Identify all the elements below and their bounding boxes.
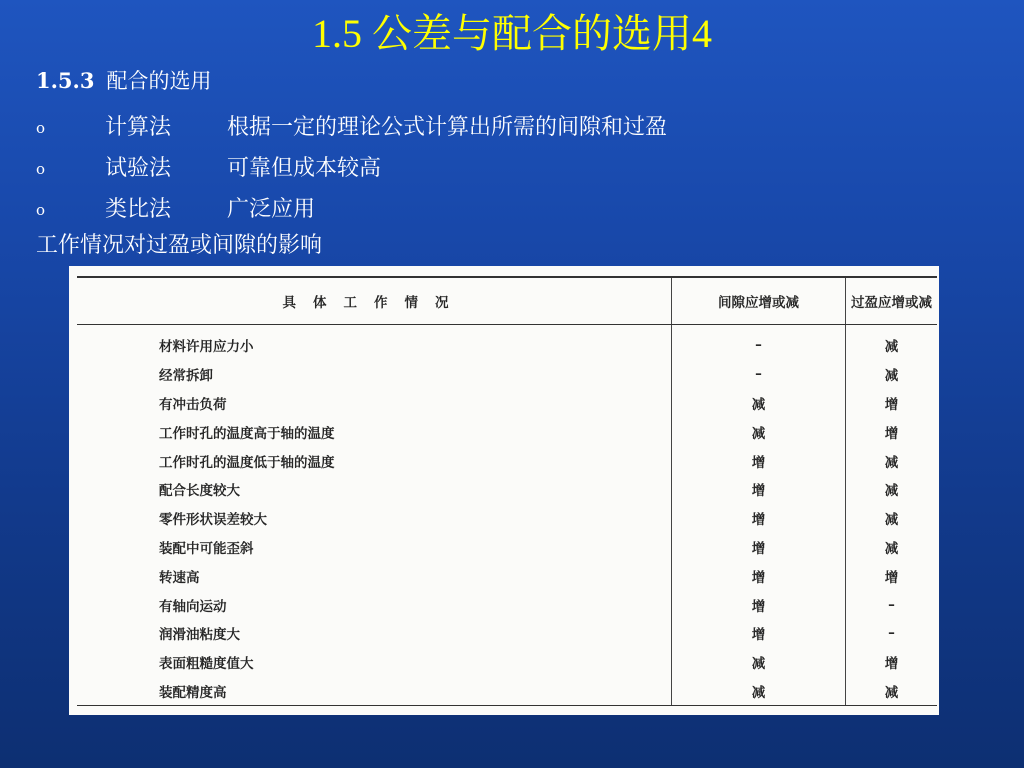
table-row — [77, 590, 937, 619]
bullet-marker: o — [36, 118, 46, 137]
table-row — [77, 561, 937, 590]
column-header-clearance: 间隙应增或减 — [672, 277, 846, 325]
table-row — [77, 325, 937, 360]
condition-cell: 装配中可能歪斜 — [159, 540, 254, 557]
interference-cell: 减 — [846, 325, 938, 360]
clearance-cell: – — [672, 325, 846, 360]
condition-cell: 工作时孔的温度高于轴的温度 — [159, 425, 335, 442]
condition-cell: 工作时孔的温度低于轴的温度 — [159, 454, 335, 471]
clearance-cell: 增 — [672, 561, 846, 590]
method-description: 广泛应用 — [227, 196, 316, 222]
condition-cell: 润滑油粘度大 — [159, 627, 240, 644]
column-header-interference: 过盈应增或减 — [846, 277, 938, 325]
interference-cell: 增 — [846, 389, 938, 418]
interference-cell: 增 — [846, 648, 938, 677]
table-row — [77, 389, 937, 418]
interference-cell: 减 — [846, 360, 938, 389]
condition-cell: 材料许用应力小 — [159, 339, 254, 356]
condition-cell: 有冲击负荷 — [159, 396, 227, 413]
fit-selection-table-image — [69, 266, 939, 715]
clearance-cell: 增 — [672, 446, 846, 475]
condition-cell: 转速高 — [159, 569, 200, 586]
section-title: 配合的选用 — [106, 69, 212, 93]
method-list — [36, 107, 667, 230]
method-name: 类比法 — [105, 196, 172, 222]
table-row — [77, 360, 937, 389]
clearance-cell: 减 — [672, 648, 846, 677]
table-row — [77, 446, 937, 475]
list-item — [36, 189, 667, 230]
interference-cell: 减 — [846, 504, 938, 533]
interference-cell: 减 — [846, 677, 938, 706]
clearance-cell: 增 — [672, 504, 846, 533]
list-item — [36, 148, 667, 189]
clearance-cell: 减 — [672, 389, 846, 418]
method-description: 可靠但成本较高 — [227, 155, 382, 181]
clearance-cell: 减 — [672, 417, 846, 446]
clearance-cell: 增 — [672, 619, 846, 648]
list-item — [36, 107, 667, 148]
bullet-marker: o — [36, 200, 46, 219]
section-heading — [36, 66, 211, 96]
interference-cell: 减 — [846, 533, 938, 562]
method-description: 根据一定的理论公式计算出所需的间隙和过盈 — [227, 114, 668, 140]
clearance-cell: 增 — [672, 475, 846, 504]
interference-cell: – — [846, 590, 938, 619]
section-number: 1.5.3 — [36, 68, 95, 93]
condition-cell: 配合长度较大 — [159, 483, 240, 500]
condition-cell: 零件形状误差较大 — [159, 512, 267, 529]
interference-cell: 增 — [846, 417, 938, 446]
method-name: 计算法 — [105, 114, 172, 140]
table-row — [77, 504, 937, 533]
condition-cell: 装配精度高 — [77, 677, 672, 706]
clearance-cell: 增 — [672, 533, 846, 562]
method-name: 试验法 — [105, 155, 172, 181]
fit-selection-table — [77, 276, 937, 706]
table-row — [77, 677, 937, 706]
interference-cell: 减 — [846, 475, 938, 504]
slide-title: 1.5 公差与配合的选用4 — [312, 11, 712, 56]
table-row — [77, 648, 937, 677]
table-row — [77, 475, 937, 504]
table-row — [77, 619, 937, 648]
table-row — [77, 417, 937, 446]
table-caption: 工作情况对过盈或间隙的影响 — [36, 233, 323, 258]
condition-cell: 经常拆卸 — [159, 368, 213, 385]
clearance-cell: – — [672, 360, 846, 389]
bullet-marker: o — [36, 159, 46, 178]
column-header-condition: 具体工作情况 — [77, 277, 672, 325]
condition-cell: 有轴向运动 — [159, 598, 227, 615]
clearance-cell: 增 — [672, 590, 846, 619]
interference-cell: – — [846, 619, 938, 648]
interference-cell: 减 — [846, 446, 938, 475]
clearance-cell: 减 — [672, 677, 846, 706]
interference-cell: 增 — [846, 561, 938, 590]
condition-cell: 表面粗糙度值大 — [159, 656, 254, 673]
table-row — [77, 533, 937, 562]
table-header-row — [77, 277, 937, 325]
